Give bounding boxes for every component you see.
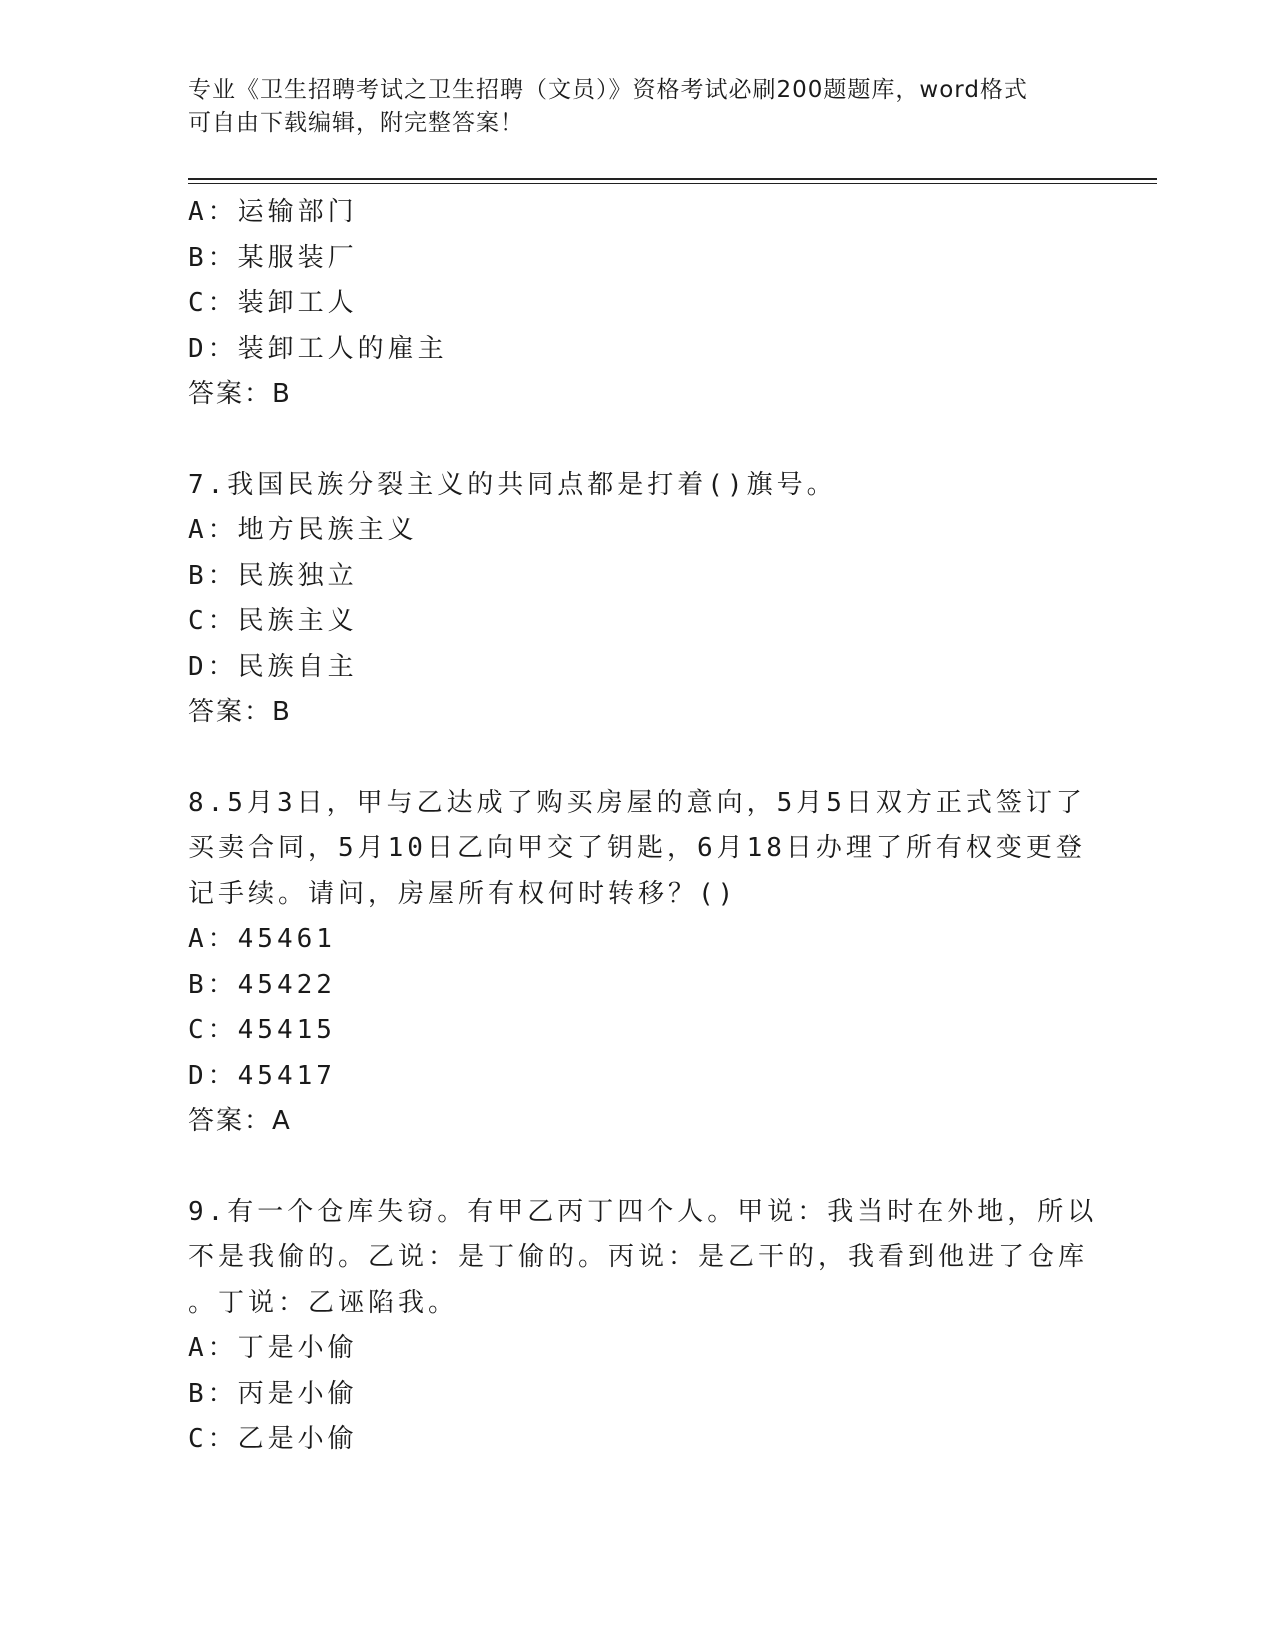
option-d: D：装卸工人的雇主 [188,333,448,364]
header-line-2: 可自由下载编辑，附完整答案！ [188,110,524,136]
answer: 答案：B [188,697,292,727]
question-stem-line-1: 8.5月3日，甲与乙达成了购买房屋的意向，5月5日双方正式签订了 [188,787,1086,818]
question-6-continued [188,190,1088,418]
question-list [188,190,1098,1463]
question-stem-line-1: 9.有一个仓库失窃。有甲乙丙丁四个人。甲说：我当时在外地，所以 [188,1196,1098,1227]
header-line-1: 专业《卫生招聘考试之卫生招聘（文员）》资格考试必刷200题题库，word格式 [188,77,1028,103]
option-c: C：装卸工人 [188,288,358,318]
answer: 答案：A [188,1106,292,1136]
option-b: B：丙是小偷 [188,1378,358,1409]
question-stem-line-3: 。丁说：乙诬陷我。 [188,1287,459,1318]
option-c: C：民族主义 [188,606,358,636]
document-header [188,74,1078,140]
question-8 [188,781,1088,1145]
option-d: D：民族自主 [188,651,358,682]
question-stem-line-3: 记手续。请问，房屋所有权何时转移？() [188,878,738,909]
option-c: C：45415 [188,1015,336,1045]
question-stem: 7.我国民族分裂主义的共同点都是打着()旗号。 [188,469,837,500]
question-9 [188,1190,1098,1463]
question-stem-line-2: 不是我偷的。乙说：是丁偷的。丙说：是乙干的，我看到他进了仓库 [188,1242,1089,1272]
option-c: C：乙是小偷 [188,1424,358,1454]
question-7 [188,463,1088,736]
answer: 答案：B [188,379,292,409]
header-rule-thick [188,178,1157,180]
option-d: D：45417 [188,1060,336,1091]
option-b: B：45422 [188,969,336,1000]
option-b: B：某服装厂 [188,242,358,273]
option-a: A：45461 [188,924,336,954]
option-a: A：运输部门 [188,197,358,227]
question-stem-line-2: 买卖合同，5月10日乙向甲交了钥匙，6月18日办理了所有权变更登 [188,833,1086,863]
option-a: A：丁是小偷 [188,1333,358,1363]
header-rule-thin [188,183,1157,184]
option-b: B：民族独立 [188,560,358,591]
option-a: A：地方民族主义 [188,515,418,545]
